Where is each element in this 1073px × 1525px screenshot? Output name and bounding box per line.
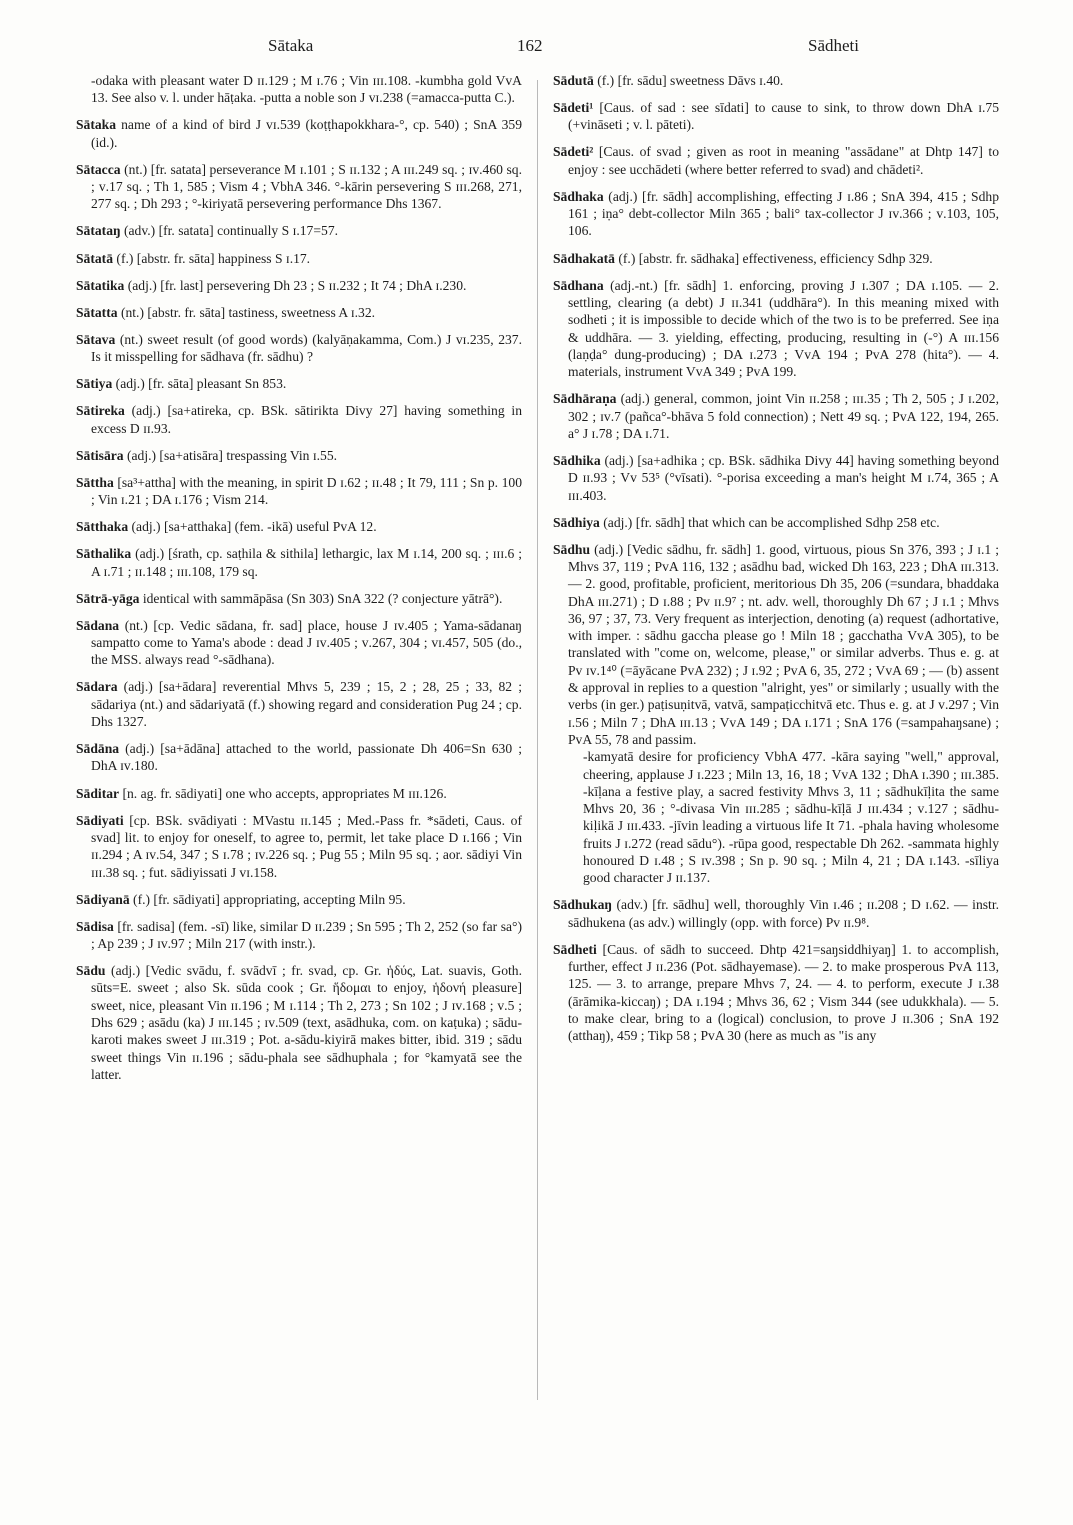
- entry-text: (adj.) general, common, joint Vin ɪɪ.258 ; ɪɪɪ.35 ; Th 2, 505 ; J ɪ.202, 302 ; ɪᴠ.7 (pañca°-bhāva 5 fold connection) ; Nett 49 sq. ; PvA 122, 194, 265. a° J ɪ.78 ; DA ɪ.71.: [568, 391, 999, 441]
- dictionary-entry: [76, 277, 522, 294]
- headword: Sātataŋ: [76, 223, 121, 239]
- dictionary-entry: [76, 222, 522, 239]
- headword: Sātaka: [76, 117, 117, 133]
- dictionary-entry: [553, 99, 999, 134]
- headword: Sāttha: [76, 474, 114, 490]
- page-header: [0, 36, 1073, 62]
- dictionary-entry: [553, 188, 999, 240]
- headword: Sādhāraṇa: [553, 391, 617, 407]
- entry-text: (nt.) [fr. satata] perseverance M ɪ.101 ; S ɪɪ.132 ; A ɪɪɪ.249 sq. ; ɪᴠ.460 sq. ; ᴠ.17 sq. ; Th 1, 585 ; Vism 4 ; VbhA 346. °-kārin persevering S ɪɪɪ.268, 271, 277 sq. ; Dh 293 ; °-kiriyatā persevering performance Dhs 1367.: [91, 161, 522, 212]
- entry-text: (adj.) [sa+adhika ; cp. BSk. sādhika Divy 44] having something beyond D ɪɪ.93 ; Vv 53⁵ (°vīsati). °-porisa exceeding a man's height M ɪ.74, 365 ; A ɪɪɪ.403.: [568, 452, 999, 503]
- entry-text: (adj.) [fr. last] persevering Dh 23 ; S ɪɪ.232 ; It 74 ; DhA ɪ.230.: [124, 277, 467, 293]
- dictionary-entry: [553, 452, 999, 504]
- dictionary-entry: [76, 962, 522, 1083]
- entry-text: (adj.) [Vedic sādhu, fr. sādh] 1. good, virtuous, pious Sn 376, 393 ; J ɪ.1 ; Mhvs 37, 119 ; PvA 116, 132 ; asādhu bad, wicked Dh 163, 223 ; DhA ɪɪɪ.313. — 2. good, profitable, proficient, meritorious Dh 35, 206 (=sundara, bhaddaka DhA ɪɪɪ.271) ; D ɪ.88 ; Pv ɪɪ.9⁷ ; nt. adv. well, thoroughly Dh 67 ; J ɪ.1 ; Mhvs 36, 97 ; 37, 73. Very frequent as interjection, denoting (a) request (adhortative, with imper. : sādhu gaccha please go ! Miln 18 ; gacchatha VvA 305), to be translated with "come on, welcome, please," or similar adverbs. Thus e. g. at Pv ɪᴠ.1⁴⁰ (=āyācane PvA 232) ; J ɪ.92 ; PvA 6, 35, 272 ; VvA 69 ; — (b) assent & approval in replies to a question "alright, yes" or similarly ; usually with the verbs (in ger.) paṭisuṇitvā, vatvā, sampaṭicchitvā etc. Thus e. g. at J ᴠ.297 ; Vin ɪ.56 ; Miln 7 ; DhA ɪɪɪ.13 ; VvA 149 ; DA ɪ.171 ; SnA 176 (=sampahaŋsane) ; PvA 55, 78 and passim.: [568, 541, 999, 747]
- left-column: [76, 72, 522, 1093]
- dictionary-entry: [553, 514, 999, 531]
- headword: Sādhiya: [553, 514, 600, 530]
- entry-text: (adj.) [fr. sādh] that which can be accomplished Sdhp 258 etc.: [599, 514, 940, 530]
- entry-text: [Caus. of sādh to succeed. Dhtp 421=saŋsiddhiyaŋ] 1. to accomplish, further, effect J ɪɪ.236 (Pot. sādhayemase). — 2. to make prosperous PvA 113, 125. — 3. to arrange, prepare Mhvs 7, 24. — 4. to perform, execute J ɪ.38 (ārāmika-kiccaŋ) ; DA ɪ.194 ; Mhvs 36, 62 ; Vism 344 (see udukkhala). — 5. to make clear, bring to a (logical) conclusion, to prove J ɪɪ.306 ; SnA 192 (atthaŋ), 459 ; Tikp 58 ; PvA 30 (here as much as "is any: [568, 941, 999, 1044]
- entry-text: (adv.) [fr. sādhu] well, thoroughly Vin ɪ.46 ; ɪɪ.208 ; D ɪ.62. — instr. sādhukena (as adv.) willingly (opp. with force) Pv ɪɪ.9⁸.: [568, 897, 999, 930]
- dictionary-entry: [553, 72, 999, 89]
- dictionary-entry: [76, 250, 522, 267]
- dictionary-entry: [76, 402, 522, 437]
- dictionary-entry: [76, 617, 522, 669]
- entry-text: [fr. sadisa] (fem. -sī) like, similar D ɪɪ.239 ; Sn 595 ; Th 2, 252 (so far sa°) ; Ap 239 ; J ɪᴠ.97 ; Miln 217 (with instr.).: [91, 918, 522, 952]
- dictionary-entry: [76, 678, 522, 730]
- entry-text: (adj.) [sa+atireka, cp. BSk. sātirikta Divy 27] having something in excess D ɪɪ.93.: [91, 403, 522, 436]
- headword: Sādāna: [76, 741, 120, 757]
- entry-text: (nt.) [abstr. fr. sāta] tastiness, sweetness A ɪ.32.: [117, 304, 376, 320]
- headword: Sādhukaŋ: [553, 897, 612, 913]
- headword: Sādhika: [553, 452, 601, 468]
- entry-text: (adj.) [fr. sāta] pleasant Sn 853.: [112, 376, 287, 392]
- entry-text: (adj.) [śrath, cp. saṭhila & sithila] lethargic, lax M ɪ.14, 200 sq. ; ɪɪɪ.6 ; A ɪ.71 ; ɪɪ.148 ; ɪɪɪ.108, 179 sq.: [91, 546, 522, 579]
- headword: Sātatika: [76, 277, 125, 293]
- entry-text: [sa³+attha] with the meaning, in spirit D ɪ.62 ; ɪɪ.48 ; It 79, 111 ; Sn p. 100 ; Vin ɪ.21 ; DA ɪ.176 ; Vism 214.: [91, 474, 522, 508]
- entry-text: (adj.) [sa+ādāna] attached to the world, passionate Dh 406=Sn 630 ; DhA ɪᴠ.180.: [91, 741, 522, 774]
- entry-text: (adj.) [sa+atisāra] trespassing Vin ɪ.55.: [123, 447, 338, 463]
- headword: Sādeti²: [553, 144, 594, 160]
- headword: Sātisāra: [76, 447, 124, 463]
- dictionary-entry: [76, 375, 522, 392]
- entry-text: (adj.) [sa+atthaka] (fem. -ikā) useful PvA 12.: [128, 519, 377, 535]
- dictionary-entry: [553, 143, 999, 178]
- entry-text: (adj.-nt.) [fr. sādh] 1. enforcing, proving J ɪ.307 ; DA ɪ.105. — 2. settling, clearing (a debt) J ɪɪ.341 (uddhāra°). In this meaning mixed with sodheti ; it is impossible to decide which of the two is to be preferred. See iṇa & uddhāra. — 3. yielding, effecting, producing, resulting in (-°) A ɪɪɪ.156 (laṇḍa° dung-producing) ; DA ɪ.273 ; VvA 194 ; PvA 278 (hita°). — 4. materials, instrument VvA 349 ; PvA 199.: [568, 277, 999, 380]
- headword: Sādiyati: [76, 812, 124, 828]
- headword: Sātatā: [76, 250, 114, 266]
- entry-text: (f.) [abstr. fr. sāta] happiness S ɪ.17.: [113, 250, 311, 266]
- entry-text: (f.) [fr. sādiyati] appropriating, accepting Miln 95.: [129, 891, 406, 907]
- headword: Sādhakatā: [553, 250, 615, 266]
- dictionary-entry: [76, 590, 522, 607]
- entry-text: [cp. BSk. svādiyati : MVastu ɪɪ.145 ; Med.-Pass fr. *sādeti, Caus. of svad] lit. to enjoy for oneself, to agree to, permit, let take place D ɪ.166 ; Vin ɪɪ.294 ; A ɪᴠ.54, 347 ; S ɪ.78 ; ɪᴠ.226 sq. ; Pug 55 ; Miln 95 sq. ; aor. sādiyi Vin ɪɪɪ.38 sq. ; fut. sādiyissati J ᴠɪ.158.: [91, 812, 522, 880]
- dictionary-entry: [76, 474, 522, 509]
- headword: Sātacca: [76, 161, 121, 177]
- dictionary-entry: [76, 447, 522, 464]
- headword: Sātava: [76, 331, 116, 347]
- entry-text: -odaka with pleasant water D ɪɪ.129 ; M ɪ.76 ; Vin ɪɪɪ.108. -kumbha gold VvA 13. See also v. l. under hāṭaka. -putta a noble son J ᴠɪ.238 (=amacca-putta C.).: [91, 73, 522, 106]
- entry-text: (adv.) [fr. satata] continually S ɪ.17=57.: [120, 223, 339, 239]
- headword: Sādisa: [76, 918, 114, 934]
- headword: Sātiya: [76, 376, 113, 392]
- entry-text: [n. ag. fr. sādiyati] one who accepts, appropriates M ɪɪɪ.126.: [119, 785, 447, 801]
- entry-text: (adj.) [sa+ādara] reverential Mhvs 5, 239 ; 15, 2 ; 28, 25 ; 33, 82 ; sādariya (nt.) and sādariyatā (f.) showing regard and consideration Pug 24 ; cp. Dhs 1327.: [91, 679, 522, 730]
- headword: Sāthalika: [76, 546, 132, 562]
- entry-text: [Caus. of sad : see sīdati] to cause to sink, to throw down DhA ɪ.75 (+vināseti ; v. l. pāteti).: [568, 100, 999, 133]
- dictionary-entry: [76, 116, 522, 151]
- dictionary-entry: [76, 161, 522, 213]
- headword: Sādu: [76, 963, 106, 979]
- dictionary-entry: [76, 518, 522, 535]
- dictionary-entry: [553, 941, 999, 1045]
- headword: Sādara: [76, 679, 118, 695]
- dictionary-entry: [76, 891, 522, 908]
- column-divider: [537, 80, 538, 1400]
- headword: Sādutā: [553, 73, 594, 88]
- headword: Sādeti¹: [553, 100, 594, 116]
- entry-text: (nt.) [cp. Vedic sādana, fr. sad] place, house J ɪᴠ.405 ; Yama-sādanaŋ sampatto come to Yama's abode : dead J ɪᴠ.405 ; ᴠ.267, 304 ; ᴠɪ.457, 505 (do., the MSS. always read °-sādhana).: [91, 617, 522, 668]
- headword: Sādhu: [553, 541, 591, 557]
- entry-text: (nt.) sweet result (of good words) (kalyāṇakamma, Com.) J ᴠɪ.235, 237. Is it misspelling for sādhava (fr. sādhu) ?: [91, 331, 522, 365]
- entry-text: (adj.) [Vedic svādu, f. svādvī ; fr. svad, cp. Gr. ἡδύς, Lat. suavis, Goth. sūts=E. sweet ; also Sk. sūda cook ; Gr. ἥδομαι to enjoy, ἡδονή pleasure] sweet, nice, pleasant Vin ɪɪ.196 ; M ɪ.114 ; Th 2, 273 ; Sn 102 ; J ɪᴠ.168 ; ᴠ.5 ; Dhs 629 ; asādu (ka) J ɪɪɪ.145 ; ɪᴠ.509 (text, asādhuka, com. on kaṭuka) ; sādu-karoti makes sweet J ɪɪɪ.319 ; Pot. a-sādu-kiyirā makes bitter, ibid. 319 ; sādu sweet things Vin ɪɪ.196 ; sādu-phala see sādhuphala ; for °kamyatā see the latter.: [91, 963, 522, 1082]
- dictionary-entry: [553, 277, 999, 381]
- headword: Sātthaka: [76, 519, 129, 535]
- dictionary-entry: [553, 896, 999, 931]
- dictionary-entry: [76, 545, 522, 580]
- headword: Sātireka: [76, 403, 125, 419]
- dictionary-entry: [76, 740, 522, 775]
- running-head-left: Sātaka: [268, 36, 314, 55]
- dictionary-entry: [76, 331, 522, 366]
- entry-text: (f.) [fr. sādu] sweetness Dāvs ɪ.40.: [593, 73, 784, 88]
- headword: Sādana: [76, 617, 120, 633]
- dictionary-entry: [76, 812, 522, 881]
- headword: Sādhaka: [553, 188, 604, 204]
- entry-text: name of a kind of bird J ᴠɪ.539 (koṭṭhapokkhara-°, cp. 540) ; SnA 359 (id.).: [91, 117, 522, 150]
- dictionary-entry: [76, 918, 522, 953]
- headword: Sādheti: [553, 941, 597, 957]
- headword: Sādiyanā: [76, 891, 130, 907]
- dictionary-entry: [553, 250, 999, 267]
- headword: Sātatta: [76, 304, 118, 320]
- dictionary-entry: [76, 72, 522, 107]
- entry-text: (adj.) [fr. sādh] accomplishing, effecting J ɪ.86 ; SnA 394, 415 ; Sdhp 161 ; iṇa° debt-collector Miln 365 ; bali° tax-collector J ɪᴠ.366 ; ᴠ.103, 105, 106.: [568, 188, 999, 239]
- running-head-right: Sādheti: [808, 36, 859, 55]
- dictionary-entry: [76, 304, 522, 321]
- headword: Sādhana: [553, 277, 604, 293]
- dictionary-entry: [553, 390, 999, 442]
- page-number: 162: [517, 36, 543, 55]
- entry-text: identical with sammāpāsa (Sn 303) SnA 322 (? conjecture yātrā°).: [139, 590, 503, 606]
- entry-text: [Caus. of svad ; given as root in meaning "assādane" at Dhtp 147] to enjoy : see ucchādeti (where better referred to svad) and chādeti².: [568, 144, 999, 177]
- right-column: [553, 72, 999, 1054]
- entry-text: (f.) [abstr. fr. sādhaka] effectiveness, efficiency Sdhp 329.: [614, 250, 933, 266]
- dictionary-entry: [76, 785, 522, 802]
- headword: Sātrā-yāga: [76, 590, 140, 606]
- entry-compounds: -kamyatā desire for proficiency VbhA 477. -kāra saying "well," approval, cheering, applause J ɪ.223 ; Miln 13, 16, 18 ; VvA 132 ; DhA ɪ.390 ; ɪɪɪ.385. -kīḷana a festive play, a sacred festivity Mhvs 3, 11 ; sādhukīḷita the same Mhvs 20, 36 ; °-divasa Vin ɪɪɪ.285 ; sādhu-kīḷā J ɪɪɪ.434 ; ᴠ.127 ; sādhu-kiḷikā J ɪɪɪ.433. -jīvin leading a virtuous life It 71. -phala having wholesome fruits J ɪ.272 (read sādu°). -rūpa good, respectable Dh 262. -sammata highly honoured D ɪ.48 ; S ɪᴠ.398 ; Sn p. 90 sq. ; Miln 4, 21 ; DA ɪ.143. -sīliya good character J ɪɪ.137.: [583, 749, 999, 886]
- dictionary-entry: [553, 541, 999, 887]
- headword: Sāditar: [76, 785, 120, 801]
